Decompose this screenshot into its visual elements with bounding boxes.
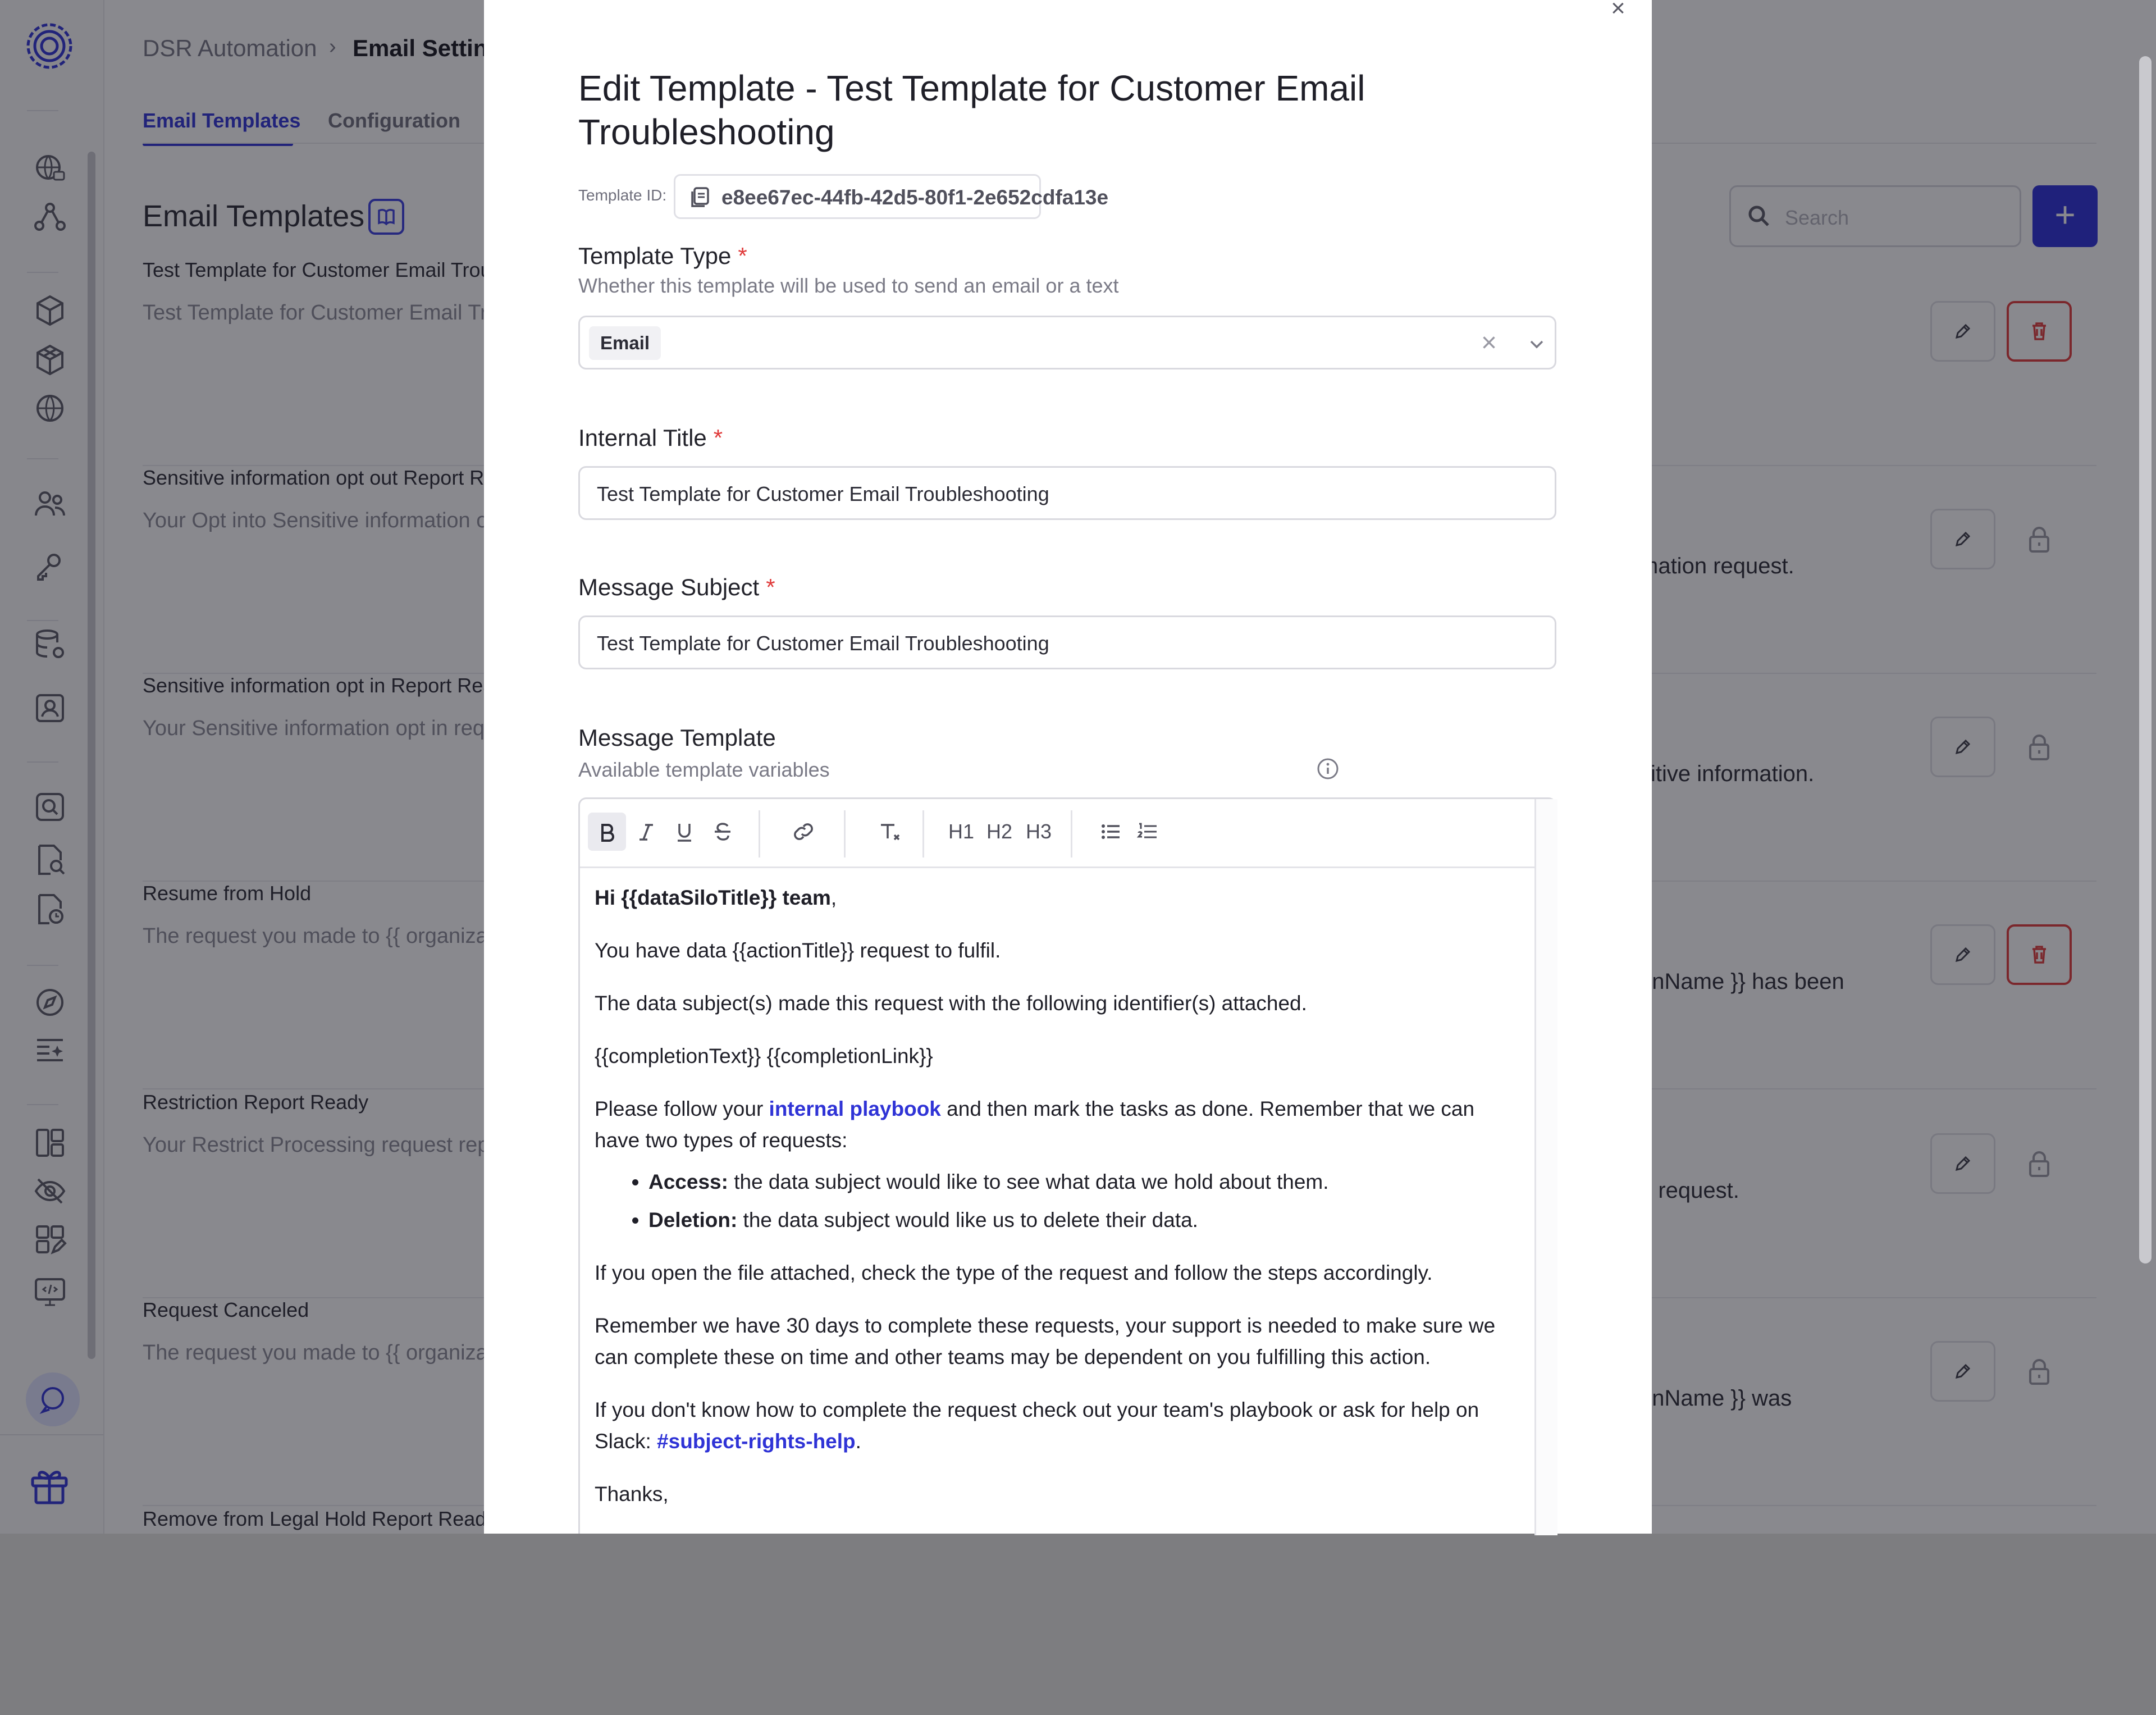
list-item: • Access: the data subject would like to see what data we hold about them.: [648, 1166, 1521, 1198]
toolbar-divider: [1071, 810, 1072, 858]
internal-title-input[interactable]: [578, 466, 1556, 520]
body-paragraph: You have data {{actionTitle}} request to fulfil.: [595, 939, 1001, 962]
copy-icon: [688, 186, 711, 209]
body-paragraph: Please follow your internal playbook and then mark the tasks as done. Remember that we can have two types of requests:: [595, 1097, 1475, 1152]
underline-button[interactable]: [666, 813, 702, 851]
template-id-value: e8ee67ec-44fb-42d5-80f1-2e652cdfa13e: [721, 186, 1109, 209]
strikethrough-button[interactable]: [705, 813, 741, 851]
modal-title: Edit Template - Test Template for Customer Email Troubleshooting: [578, 68, 1365, 152]
greeting-paragraph: Hi {{dataSiloTitle}} team,: [595, 886, 837, 909]
info-icon[interactable]: [1316, 757, 1340, 781]
internal-title-label: Internal Title *: [578, 425, 723, 451]
template-type-help: Whether this template will be used to send an email or a text: [578, 274, 1119, 297]
editor-content[interactable]: [595, 882, 1521, 1531]
selected-option-chip: Email: [589, 326, 661, 360]
toolbar-divider: [922, 810, 924, 858]
internal-title-value: Test Template for Customer Email Troubleshooting: [597, 482, 1049, 505]
toolbar-divider: [844, 810, 846, 858]
bold-button[interactable]: [588, 813, 626, 851]
list-item: • Deletion: the data subject would like us to delete their data.: [648, 1205, 1521, 1236]
rich-text-editor[interactable]: [578, 797, 1556, 1534]
body-paragraph: Remember we have 30 days to complete these requests, your support is needed to make sure we can complete these on time and other teams may be dependent on you fulfilling this action.: [595, 1314, 1496, 1369]
bullet-list-button[interactable]: [1093, 813, 1128, 851]
body-paragraph: The data subject(s) made this request with the following identifier(s) attached.: [595, 992, 1307, 1015]
heading-2-button[interactable]: H2: [986, 820, 1013, 843]
template-type-select[interactable]: [578, 316, 1556, 370]
toolbar-divider: [759, 810, 760, 858]
greeting-bold-text: Hi {{dataSiloTitle}} team: [595, 886, 831, 909]
numbered-list-button[interactable]: [1130, 813, 1165, 851]
link-button[interactable]: [781, 813, 826, 851]
required-marker: *: [766, 574, 775, 600]
page-scrollbar[interactable]: [2139, 56, 2152, 1264]
template-id-copy-button[interactable]: [674, 174, 1109, 219]
heading-1-button[interactable]: H1: [948, 820, 975, 843]
body-paragraph: {{completionText}} {{completionLink}}: [595, 1044, 933, 1068]
editor-scrollbar[interactable]: [1534, 799, 1557, 1535]
template-row[interactable]: [143, 1507, 2096, 1715]
body-paragraph: If you open the file attached, check the type of the request and follow the steps accordingly.: [595, 1261, 1433, 1284]
chevron-down-icon[interactable]: [1527, 334, 1547, 354]
clear-formatting-button[interactable]: [867, 813, 912, 851]
heading-3-button[interactable]: H3: [1025, 820, 1052, 843]
slack-channel-link[interactable]: #subject-rights-help: [657, 1430, 856, 1453]
internal-playbook-link[interactable]: internal playbook: [769, 1097, 941, 1120]
template-id-label: Template ID:: [578, 186, 667, 204]
body-paragraph: Thanks,: [595, 1483, 669, 1506]
clear-selection-icon[interactable]: ×: [1481, 328, 1497, 358]
required-marker: *: [738, 243, 747, 269]
message-template-label: Message Template: [578, 724, 776, 751]
message-subject-label: Message Subject *: [578, 574, 775, 600]
required-marker: *: [713, 425, 723, 451]
editor-toolbar: [580, 799, 1534, 868]
body-paragraph: If you don't know how to complete the request check out your team's playbook or ask for help on Slack: #subject-rights-help.: [595, 1398, 1479, 1453]
template-type-label: Template Type *: [578, 243, 747, 269]
template-variables-help[interactable]: Available template variables: [578, 758, 830, 781]
edit-template-modal: [484, 0, 1652, 1534]
close-icon[interactable]: ×: [1611, 0, 1625, 22]
message-subject-value: Test Template for Customer Email Troubleshooting: [597, 632, 1049, 655]
message-subject-input[interactable]: [578, 615, 1556, 669]
request-types-list: [595, 1166, 1521, 1236]
italic-button[interactable]: [628, 813, 664, 851]
